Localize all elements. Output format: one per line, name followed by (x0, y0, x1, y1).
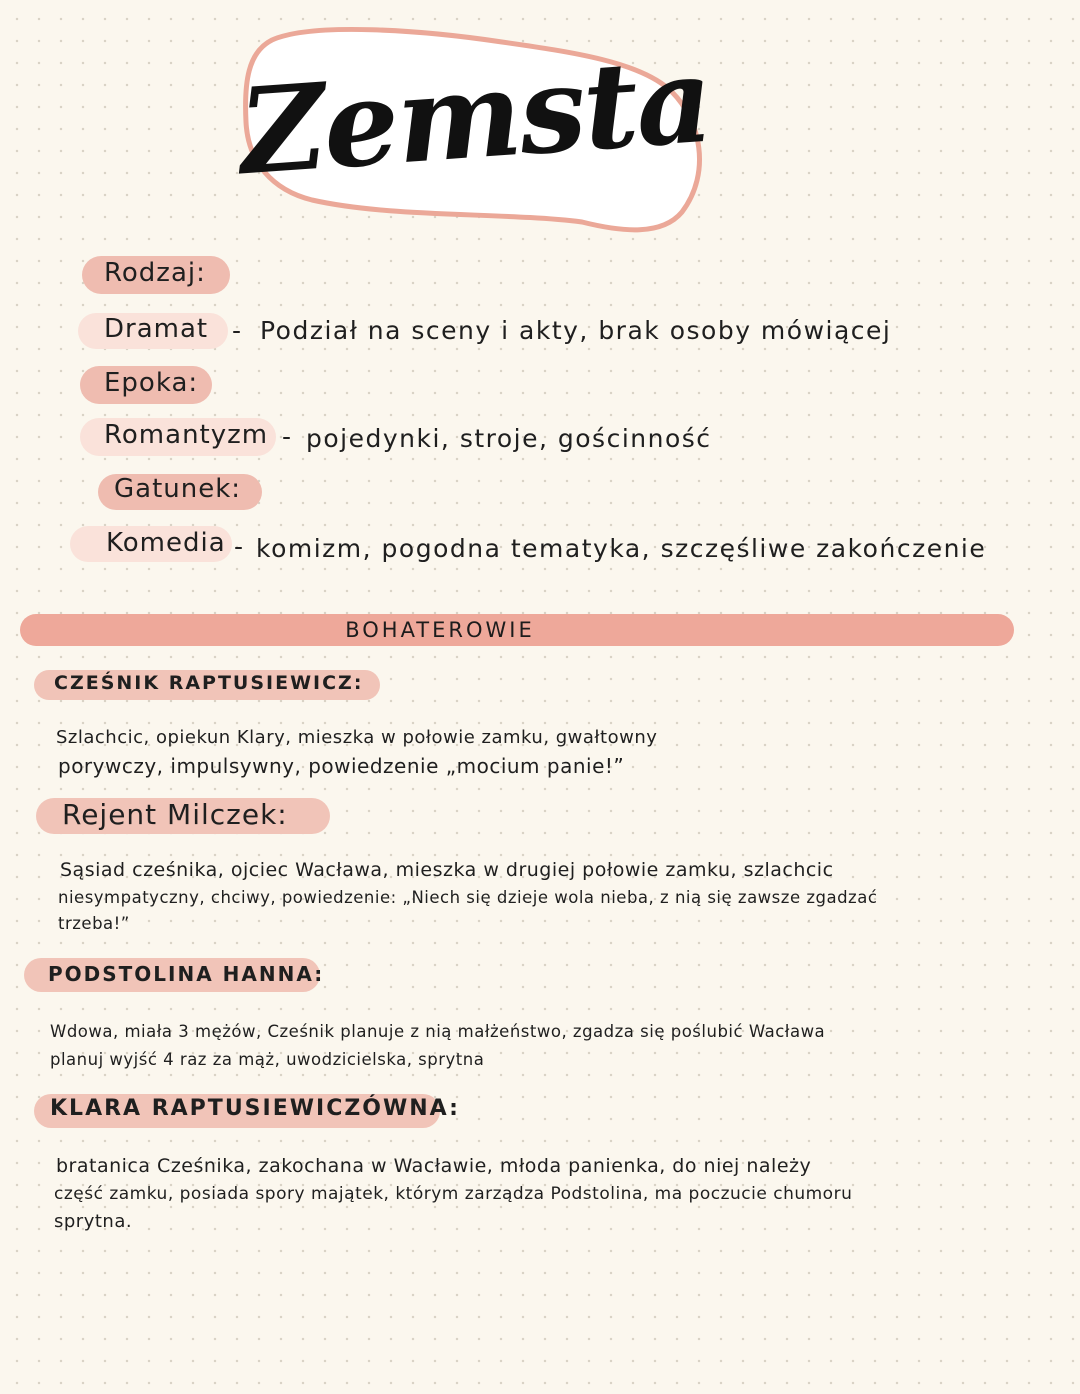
character-desc-podstolina-line1: Wdowa, miała 3 mężów, Cześnik planuje z nią małżeństwo, zgadza się poślubić Wacława (50, 1022, 826, 1041)
komedia-description: komizm, pogodna tematyka, szczęśliwe zakończenie (256, 534, 987, 563)
character-desc-rejent-line3: trzeba!” (58, 914, 130, 933)
romantyzm-description: pojedynki, stroje, gościnność (306, 424, 712, 453)
section-heading: BOHATEROWIE (345, 618, 535, 642)
dash-separator: - (282, 422, 292, 451)
character-desc-klara-line3: sprytna. (54, 1211, 133, 1232)
character-desc-podstolina-line2: planuj wyjść 4 raz za mąż, uwodzicielska, sprytna (50, 1050, 485, 1069)
epoka-label: Epoka: (104, 368, 199, 398)
komedia-label: Komedia (106, 528, 226, 558)
character-desc-rejent-line1: Sąsiad cześnika, ojciec Wacława, mieszka w drugiej połowie zamku, szlachcic (60, 859, 834, 881)
dash-separator: - (234, 532, 244, 561)
character-desc-klara-line2: część zamku, posiada spory majątek, którym zarządza Podstolina, ma poczucie chumoru (54, 1184, 853, 1204)
character-name-podstolina: PODSTOLINA HANNA: (48, 962, 325, 986)
character-name-rejent: Rejent Milczek: (62, 798, 288, 831)
dramat-description: Podział na sceny i akty, brak osoby mówiącej (260, 316, 892, 345)
dramat-label: Dramat (104, 314, 209, 344)
character-name-klara: KLARA RAPTUSIEWICZÓWNA: (50, 1096, 460, 1121)
character-desc-czesnik-line1: Szlachcic, opiekun Klary, mieszka w połowie zamku, gwałtowny (56, 727, 658, 748)
gatunek-label: Gatunek: (114, 474, 242, 504)
character-desc-czesnik-line2: porywczy, impulsywny, powiedzenie „mocium panie!” (58, 754, 625, 778)
dash-separator: - (232, 316, 242, 345)
romantyzm-label: Romantyzm (104, 420, 269, 450)
character-name-czesnik: CZEŚNIK RAPTUSIEWICZ: (54, 672, 364, 694)
rodzaj-label: Rodzaj: (104, 258, 206, 288)
character-desc-klara-line1: bratanica Cześnika, zakochana w Wacławie, młoda panienka, do niej należy (56, 1155, 812, 1177)
page-title: Zemsta (234, 29, 716, 202)
character-desc-rejent-line2: niesympatyczny, chciwy, powiedzenie: „Niech się dzieje wola nieba, z nią się zawsze zgadzać (58, 888, 878, 907)
